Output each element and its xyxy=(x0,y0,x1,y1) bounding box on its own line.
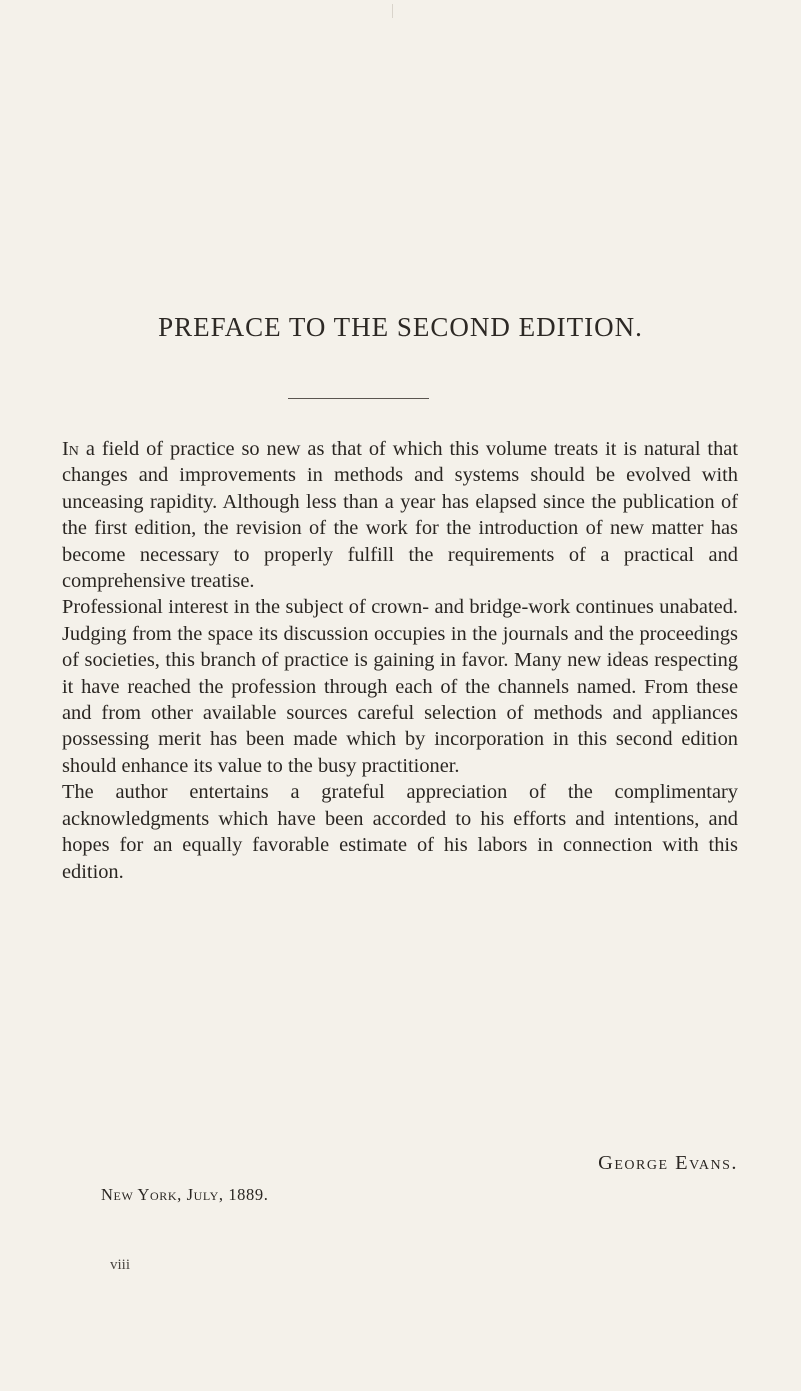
page-title: PREFACE TO THE SECOND EDITION. xyxy=(158,312,643,342)
title-rule xyxy=(288,398,429,399)
preface-body xyxy=(62,436,738,885)
paragraph-1 xyxy=(62,436,738,594)
page-number: viii xyxy=(110,1257,131,1273)
paragraph-lead: In xyxy=(62,438,79,460)
paragraph-2 xyxy=(62,594,738,779)
paragraph-3 xyxy=(62,779,738,885)
place-date-line: New York, July, 1889. xyxy=(101,1185,269,1204)
paper-speck xyxy=(392,4,393,18)
paragraph-text: The author entertains a grateful appreciation of the complimentary acknowledgments which have been accorded to his efforts and intentions, and hopes for an equally favorable estimate of his labors in connection with this edition. xyxy=(62,781,738,883)
paragraph-text: Professional interest in the subject of crown- and bridge-work continues unabated. Judging from the space its discussion occupies in the journals and the proceedings of societies, this branch of practice is gaining in favor. Many new ideas respecting it have reached the profession through each of the channels named. From these and from other available sources careful selection of methods and appliances possessing merit has been made which by incorporation in this second edition should enhance its value to the busy practitioner. xyxy=(62,596,738,777)
paragraph-text: a field of practice so new as that of which this volume treats it is natural that changes and improvements in methods and systems should be evolved with unceasing rapidity. Although less than a year has elapsed since the publication of the first edition, the revision of the work for the introduction of new matter has become necessary to properly fulfill the requirements of a practical and comprehensive treatise. xyxy=(62,438,738,593)
author-signature: George Evans. xyxy=(598,1152,738,1174)
